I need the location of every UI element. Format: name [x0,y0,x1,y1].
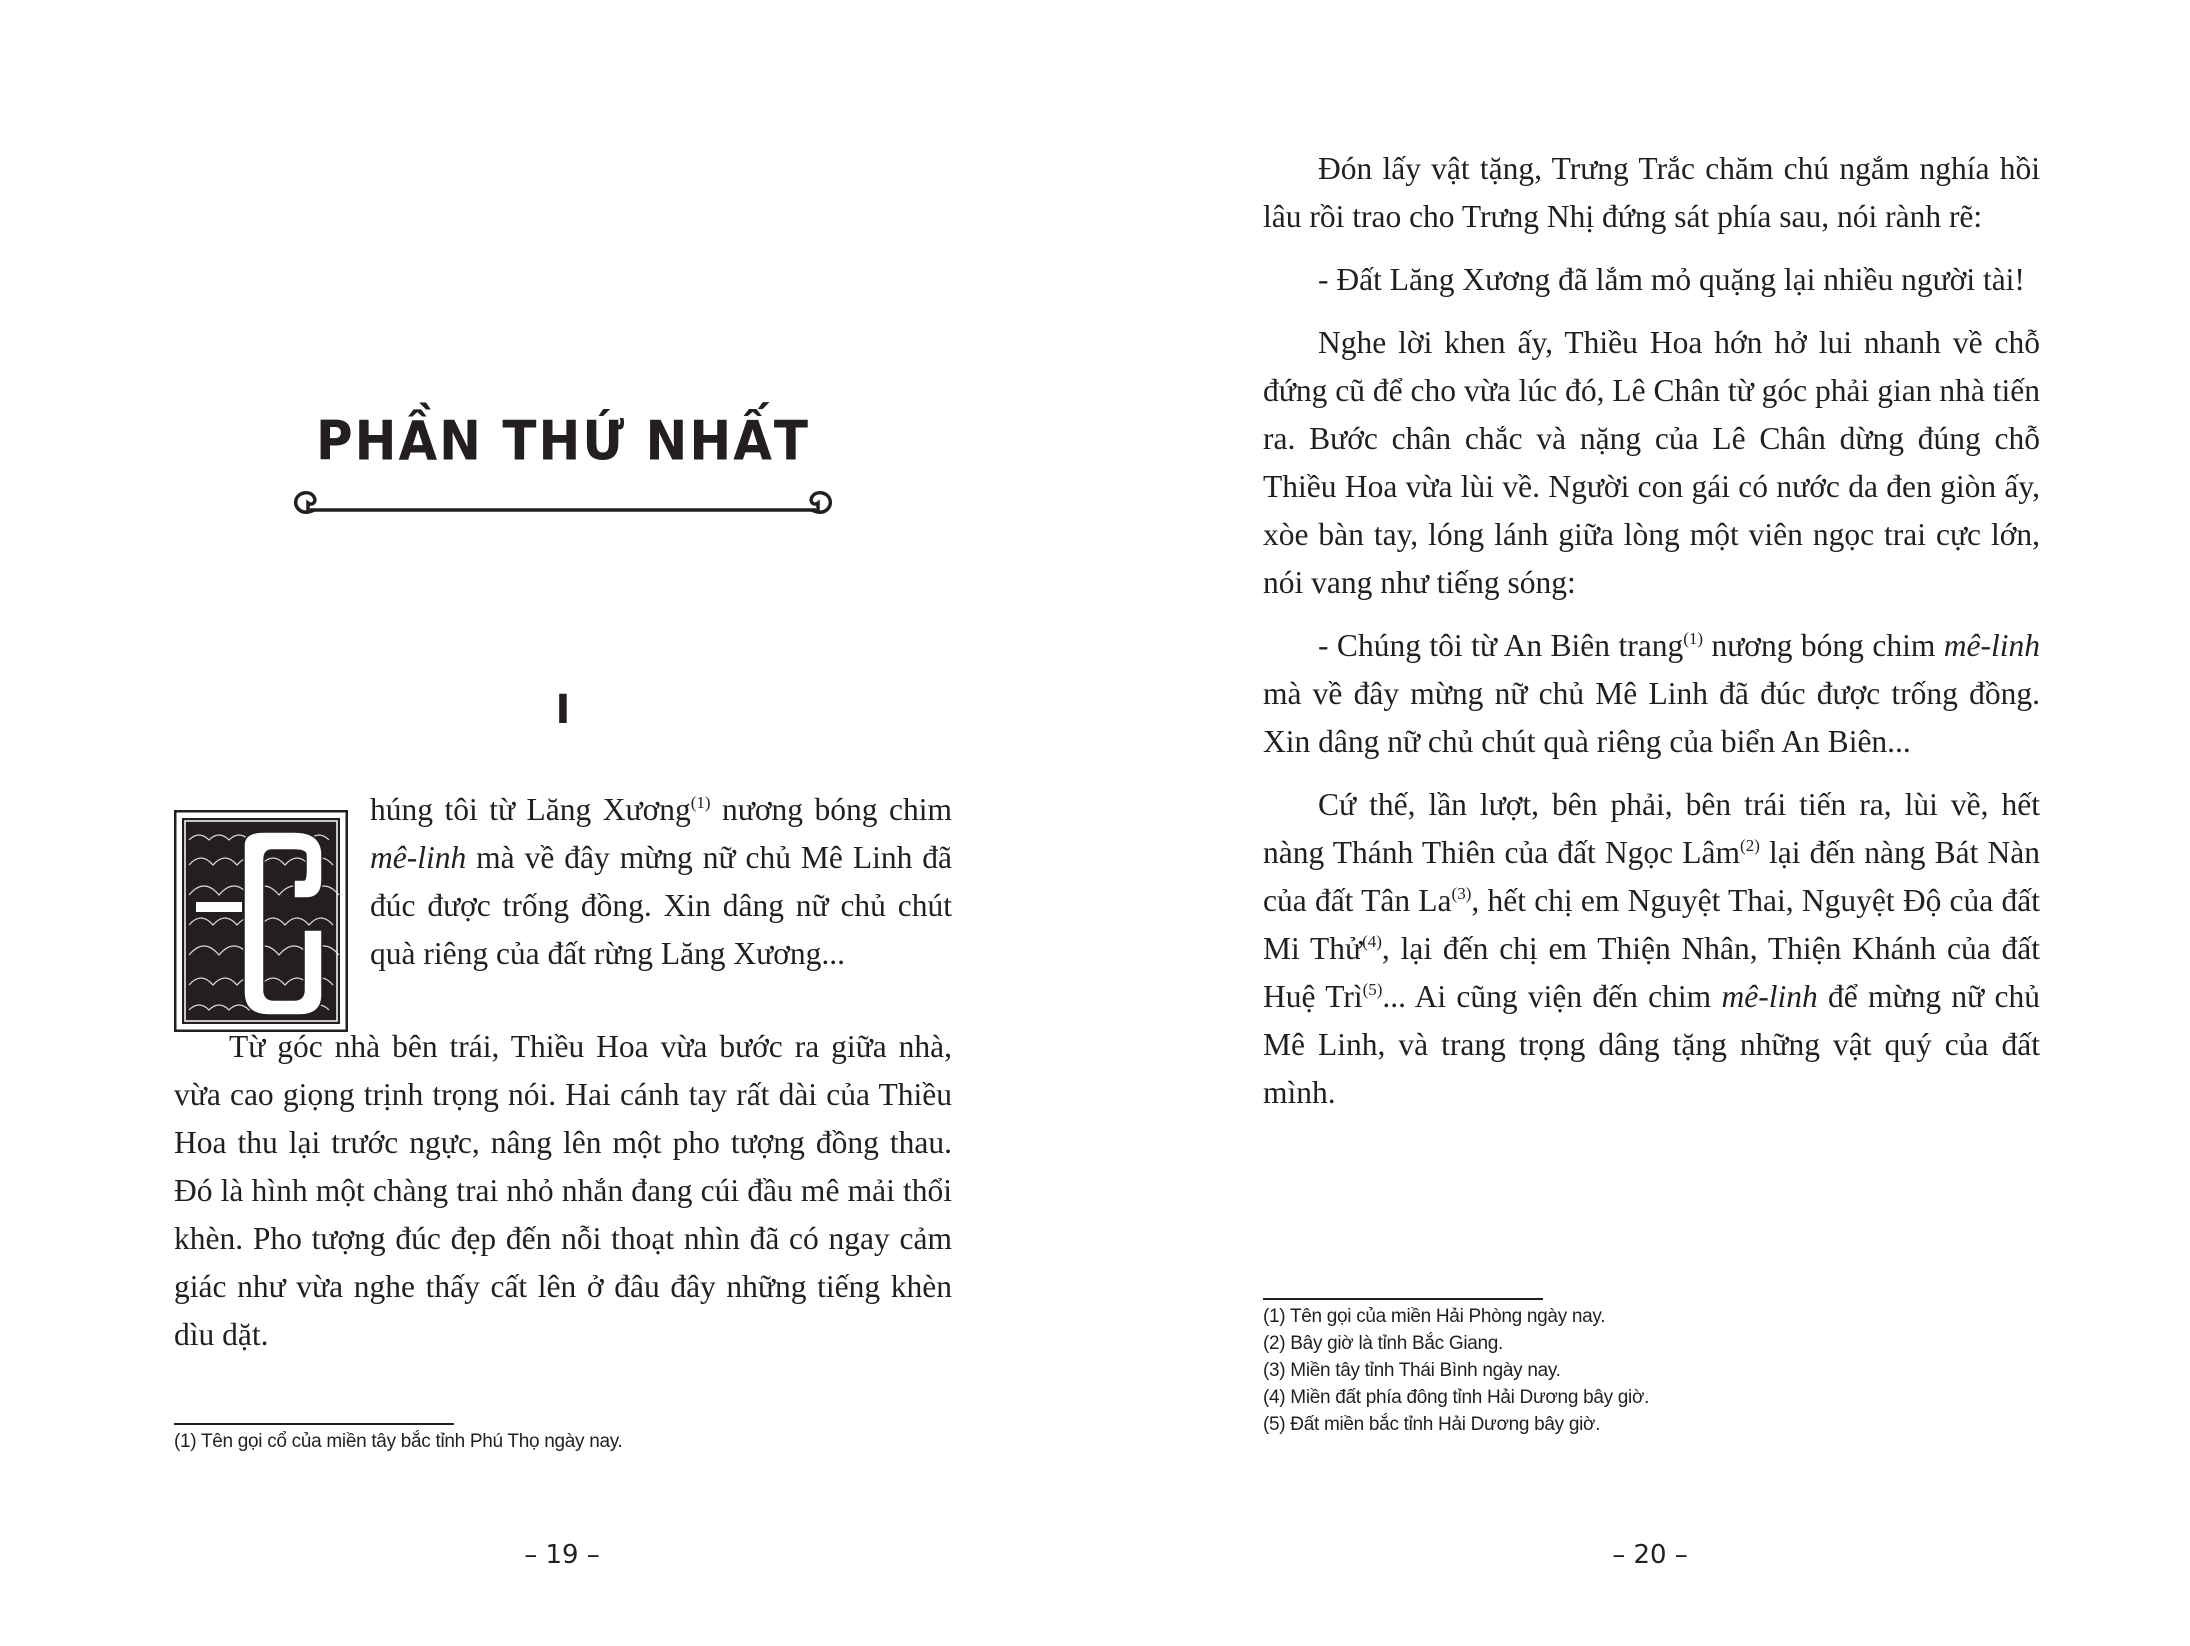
text-run: mà về đây mừng nữ chủ Mê Linh đã đúc được trống đồng. Xin dâng nữ chủ chút quà riêng của đất rừng Lăng Xương... [370,840,952,971]
paragraph [1263,781,2040,1117]
italic-term: mê-linh [370,840,467,875]
text-run: , lại đến chị em Thiện Nhân, Thiện Khánh của đất Huệ Trì [1263,931,2040,1014]
footnote-rule [174,1423,454,1425]
italic-term: mê-linh [1943,628,2040,663]
footnote: (2) Bây giờ là tỉnh Bắc Giang. [1263,1333,1504,1354]
footnote-ref: (1) [1683,629,1704,648]
footnote-ref: (1) [690,793,711,812]
text-run: nương bóng chim [710,792,952,827]
text-run: mà về đây mừng nữ chủ Mê Linh đã đúc được trống đồng. Xin dâng nữ chủ chút quà riêng của biển An Biên... [1263,676,2040,759]
text-run: , hết chị em Nguyệt Thai, Nguyệt Độ của đất Mi Thử [1263,883,2040,966]
paragraph: - Đất Lăng Xương đã lắm mỏ quặng lại nhiều người tài! [1318,262,2025,297]
paragraph [1263,622,2040,766]
right-body [1263,145,2040,1117]
paragraph: Đón lấy vật tặng, Trưng Trắc chăm chú ngắm nghía hồi lâu rồi trao cho Trưng Nhị đứng sát phía sau, nói rành rẽ: [1263,151,2040,234]
footnote: (5) Đất miền bắc tỉnh Hải Dương bây giờ. [1263,1414,1601,1435]
text-run: húng tôi từ Lăng Xương [370,792,691,827]
footnote-ref: (3) [1451,884,1472,903]
page-number-right: – 20 – [1612,1540,1688,1570]
footnotes-right [1263,1303,1649,1438]
text-run: lại đến nàng Bát Nàn của đất Tân La [1263,835,2040,918]
text-run: nương bóng chim [1703,628,1944,663]
drop-cap-ornament [174,810,348,1032]
footnotes-left [174,1428,623,1455]
text-run: - Chúng tôi từ An Biên trang [1318,628,1684,663]
page-number-left: – 19 – [524,1540,600,1570]
italic-term: mê-linh [1721,979,1818,1014]
title-ornament-divider [288,488,838,522]
footnote-rule [1263,1298,1543,1300]
paragraph: Từ góc nhà bên trái, Thiều Hoa vừa bước ra giữa nhà, vừa cao giọng trịnh trọng nói. Hai cánh tay rất dài của Thiều Hoa thu lại trước ngực, nâng lên một pho tượng đồng thau. Đó là hình một chàng trai nhỏ nhắn đang cúi đầu mê mải thổi khèn. Pho tượng đúc đẹp đến nỗi thoạt nhìn đã có ngay cảm giác như vừa nghe thấy cất lên ở đâu đây những tiếng khèn dìu dặt. [174,1029,952,1352]
paragraph: Nghe lời khen ấy, Thiều Hoa hớn hở lui nhanh về chỗ đứng cũ để cho vừa lúc đó, Lê Chân từ góc phải gian nhà tiến ra. Bước chân chắc và nặng của Lê Chân dừng đúng chỗ Thiều Hoa vừa lùi về. Người con gái có nước da đen giòn ấy, xòe bàn tay, lóng lánh giữa lòng một viên ngọc trai cực lớn, nói vang như tiếng sóng: [1263,325,2040,600]
footnote-ref: (5) [1362,980,1383,999]
footnote: (3) Miền tây tỉnh Thái Bình ngày nay. [1263,1360,1561,1381]
part-title: PHẦN THỨ NHẤT [315,409,811,473]
footnote: (1) Tên gọi của miền Hải Phòng ngày nay. [1263,1306,1606,1327]
opening-paragraph [370,786,952,978]
footnote: (1) Tên gọi cổ của miền tây bắc tỉnh Phú Thọ ngày nay. [174,1431,623,1452]
text-run: Cứ thế, lần lượt, bên phải, bên trái tiến ra, lùi về, hết nàng Thánh Thiên của đất Ngọc Lâm [1263,787,2040,870]
chapter-number: I [555,687,571,733]
footnote: (4) Miền đất phía đông tỉnh Hải Dương bây giờ. [1263,1387,1650,1408]
text-run: ... Ai cũng viện đến chim [1382,979,1722,1014]
footnote-ref: (4) [1362,932,1382,951]
text-run: để mừng nữ chủ Mê Linh, và trang trọng dâng tặng những vật quý của đất mình. [1263,979,2040,1110]
left-body [174,1023,952,1359]
footnote-ref: (2) [1740,836,1760,855]
